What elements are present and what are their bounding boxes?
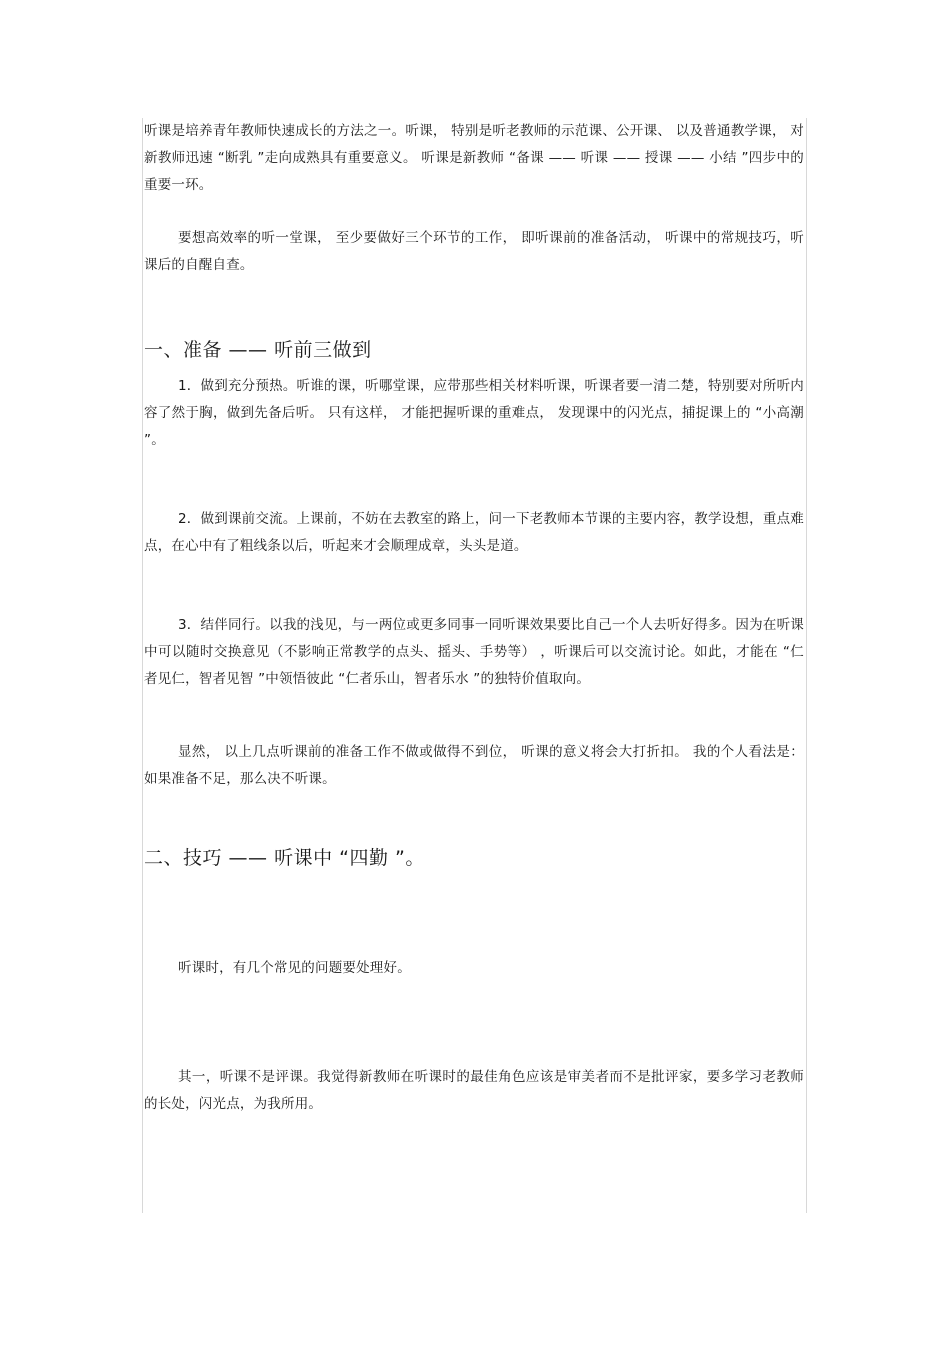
page-border-left (142, 118, 143, 1213)
intro-paragraph-1: 听课是培养青年教师快速成长的方法之一。听课， 特别是听老教师的示范课、公开课、 以及普通教学课， 对新教师迅速 “断乳 ”走向成熟具有重要意义。 听课是新教师 “备课 —— 听课 —— 授课 —— 小结 ”四步中的重要一环。 (144, 123, 804, 193)
intro-paragraph-2: 要想高效率的听一堂课， 至少要做好三个环节的工作， 即听课前的准备活动， 听课中的常规技巧，听课后的自醒自查。 (144, 230, 804, 273)
section-1-item-2: 2．做到课前交流。上课前，不妨在去教室的路上，问一下老教师本节课的主要内容，教学设想，重点难点，在心中有了粗线条以后，听起来才会顺理成章，头头是道。 (144, 511, 804, 554)
section-2-paragraph-1: 听课时，有几个常见的问题要处理好。 (178, 960, 411, 976)
section-2-paragraph-2: 其一，听课不是评课。我觉得新教师在听课时的最佳角色应该是审美者而不是批评家，要多学习老教师的长处，闪光点，为我所用。 (144, 1069, 804, 1112)
section-1-heading: 一、准备 —— 听前三做到 (144, 339, 372, 361)
page-border-right (806, 118, 807, 1213)
document-body (144, 118, 804, 1118)
section-1-item-1: 1．做到充分预热。听谁的课，听哪堂课，应带那些相关材料听课，听课者要一清二楚，特别要对所听内容了然于胸，做到先备后听。 只有这样， 才能把握听课的重难点， 发现课中的闪光点，捕捉课上的 “小高潮 ”。 (144, 378, 804, 448)
section-2-heading: 二、技巧 —— 听课中 “四勤 ”。 (144, 847, 425, 869)
section-1-item-3: 3．结伴同行。以我的浅见，与一两位或更多同事一同听课效果要比自己一个人去听好得多。因为在听课中可以随时交换意见（不影响正常教学的点头、摇头、手势等） ，听课后可以交流讨论。如此，才能在 “仁者见仁，智者见智 ”中领悟彼此 “仁者乐山，智者乐水 ”的独特价值取向。 (144, 617, 804, 687)
section-1-summary: 显然， 以上几点听课前的准备工作不做或做得不到位， 听课的意义将会大打折扣。 我的个人看法是：如果准备不足，那么决不听课。 (144, 744, 804, 787)
